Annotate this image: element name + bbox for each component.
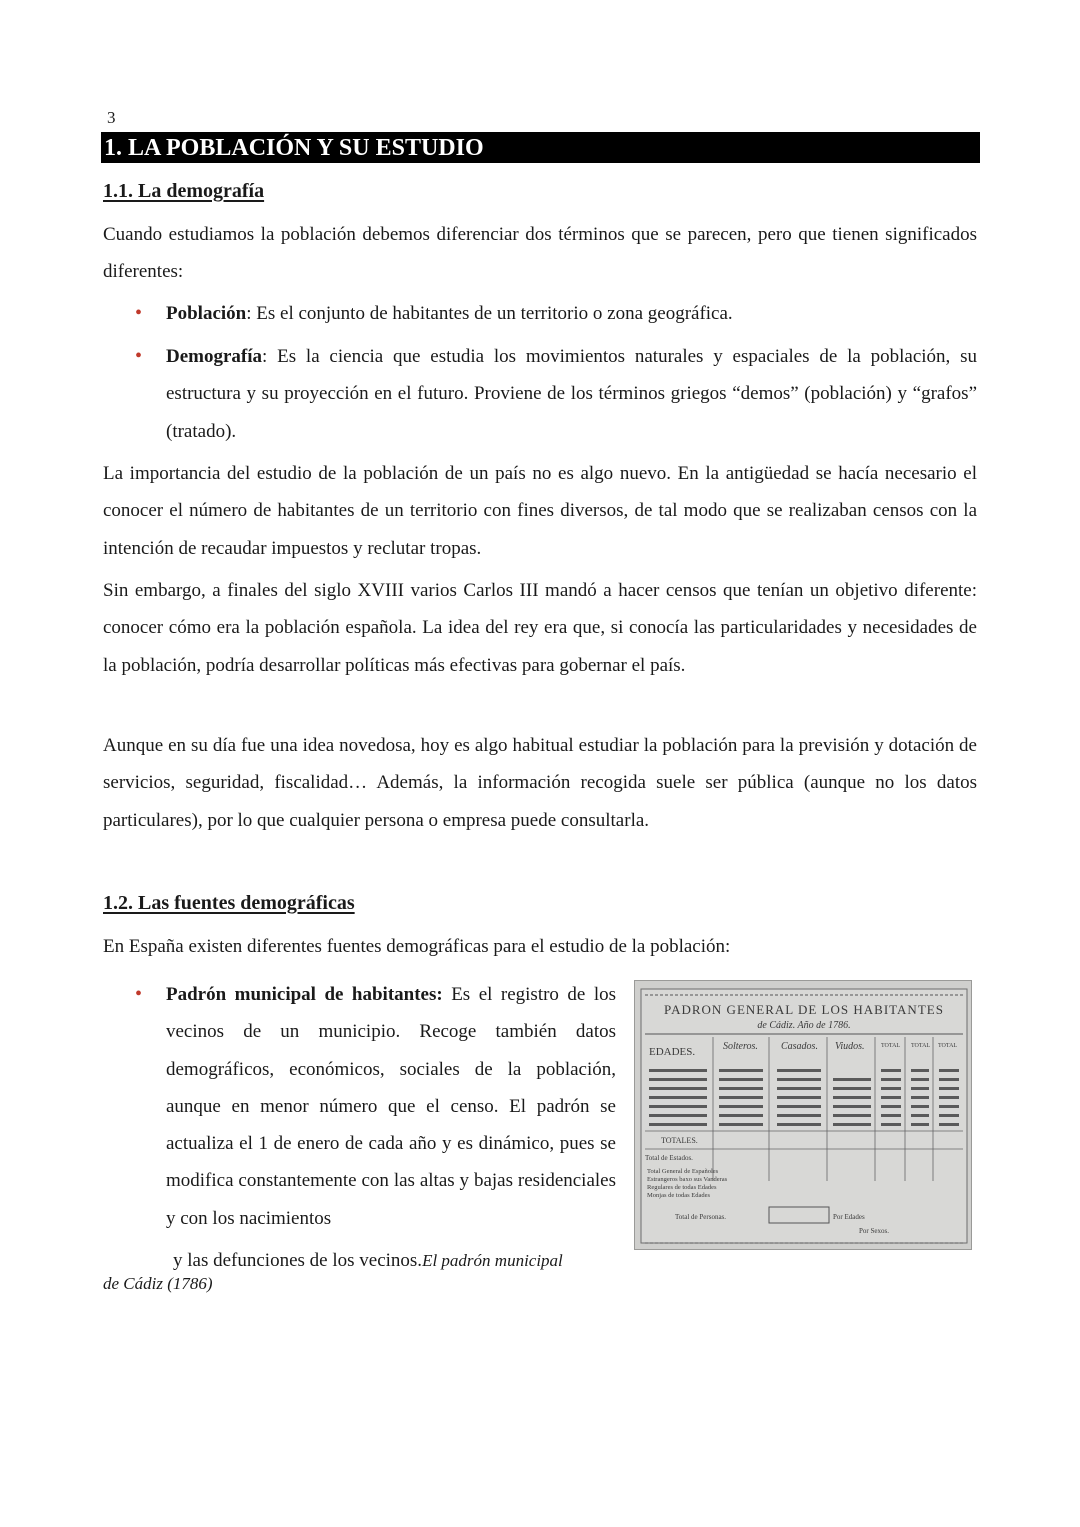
bullet-term: Padrón municipal de habitantes:: [166, 984, 443, 1005]
figure-title: PADRON GENERAL DE LOS HABITANTES: [664, 1002, 944, 1017]
row-total-estados: Total de Estados.: [645, 1154, 693, 1162]
row-monjas: Monjas de todas Edades: [647, 1192, 711, 1199]
bullet-term: Demografía: [166, 346, 263, 367]
chapter-title: 1. LA POBLACIÓN Y SU ESTUDIO: [101, 132, 980, 163]
row-por-edades: Por Edades: [833, 1213, 865, 1221]
col-solteros: Solteros.: [723, 1041, 758, 1052]
padron-cadiz-image: [634, 980, 972, 1250]
row-total-general: Total General de Españoles: [647, 1168, 719, 1175]
bullet-poblacion: [135, 295, 977, 332]
row-por-sexos: Por Sexos.: [859, 1227, 889, 1235]
bullet-text: : Es la ciencia que estudia los movimientos naturales y espaciales de la población, su estructura y su proyección en el futuro. Proviene de los términos griegos “demos” (población) y “grafos” (tratado).: [166, 346, 977, 442]
col-casados: Casados.: [781, 1041, 818, 1052]
paragraph-importancia: La importancia del estudio de la población de un país no es algo nuevo. En la antigüedad se hacía necesario el conocer el número de habitantes de un territorio con fines diversos, de tal modo que se realizaban censos con la intención de recaudar impuestos y reclutar tropas.: [103, 463, 977, 559]
page-number: 3: [107, 108, 116, 127]
paragraph-carlos-iii: Sin embargo, a finales del siglo XVIII varios Carlos III mandó a hacer censos que tenían un objetivo diferente: conocer cómo era la población española. La idea del rey era que, si conocía las particularidades y necesidades de la población, podría desarrollar políticas más efectivas para gobernar el país.: [103, 580, 977, 676]
bullet-demografia: [135, 338, 977, 450]
figure-subtitle: de Cádiz. Año de 1786.: [757, 1020, 851, 1031]
col-edades: EDADES.: [649, 1046, 696, 1058]
section-title-demografia: 1.1. La demografía: [103, 180, 265, 202]
bullet-padron: [135, 976, 616, 1237]
section1-intro: Cuando estudiamos la población debemos diferenciar dos términos que se parecen, pero que tienen significados diferentes:: [103, 224, 977, 283]
bullet-dot-icon: •: [135, 302, 143, 324]
col-total-3: TOTAL: [938, 1043, 958, 1049]
section2-intro: En España existen diferentes fuentes demográficas para el estudio de la población:: [103, 936, 731, 957]
row-extranjeros: Estrangeros baxo sus Vanderas: [647, 1176, 728, 1183]
paragraph-habitual: Aunque en su día fue una idea novedosa, hoy es algo habitual estudiar la población para la previsión y dotación de servicios, seguridad, fiscalidad… Además, la información recogida suele ser pública (aunque no los datos particulares), por lo que cualquier persona o empresa puede consultarla.: [103, 735, 977, 831]
bullet-text: Es el registro de los vecinos de un municipio. Recoge también datos demográficos, económicos, sociales de la población, aunque en menor número que el censo. El padrón se actualiza el 1 de enero de cada año y es dinámico, pues se modifica constantemente con las altas y bajas residenciales y con los nacimientos: [166, 984, 616, 1229]
padron-continuation: [173, 1245, 563, 1277]
bullet-text: : Es el conjunto de habitantes de un territorio o zona geográfica.: [246, 303, 733, 324]
bullet-term: Población: [166, 303, 247, 324]
col-viudos: Viudos.: [835, 1041, 865, 1052]
figure-caption-line2: de Cádiz (1786): [103, 1274, 213, 1293]
bullet-dot-icon: •: [135, 345, 143, 367]
row-totales: TOTALES.: [661, 1136, 698, 1145]
col-total-2: TOTAL: [911, 1043, 931, 1049]
figure-caption: El padrón municipal: [422, 1251, 563, 1270]
continuation-text: y las defunciones de los vecinos.: [173, 1250, 423, 1271]
col-total-1: TOTAL: [881, 1043, 901, 1049]
row-total-personas: Total de Personas.: [675, 1213, 727, 1221]
bullet-dot-icon: •: [135, 983, 143, 1005]
row-regulares: Regulares de todas Edades: [647, 1184, 717, 1191]
section-title-fuentes: 1.2. Las fuentes demográficas: [103, 892, 355, 914]
